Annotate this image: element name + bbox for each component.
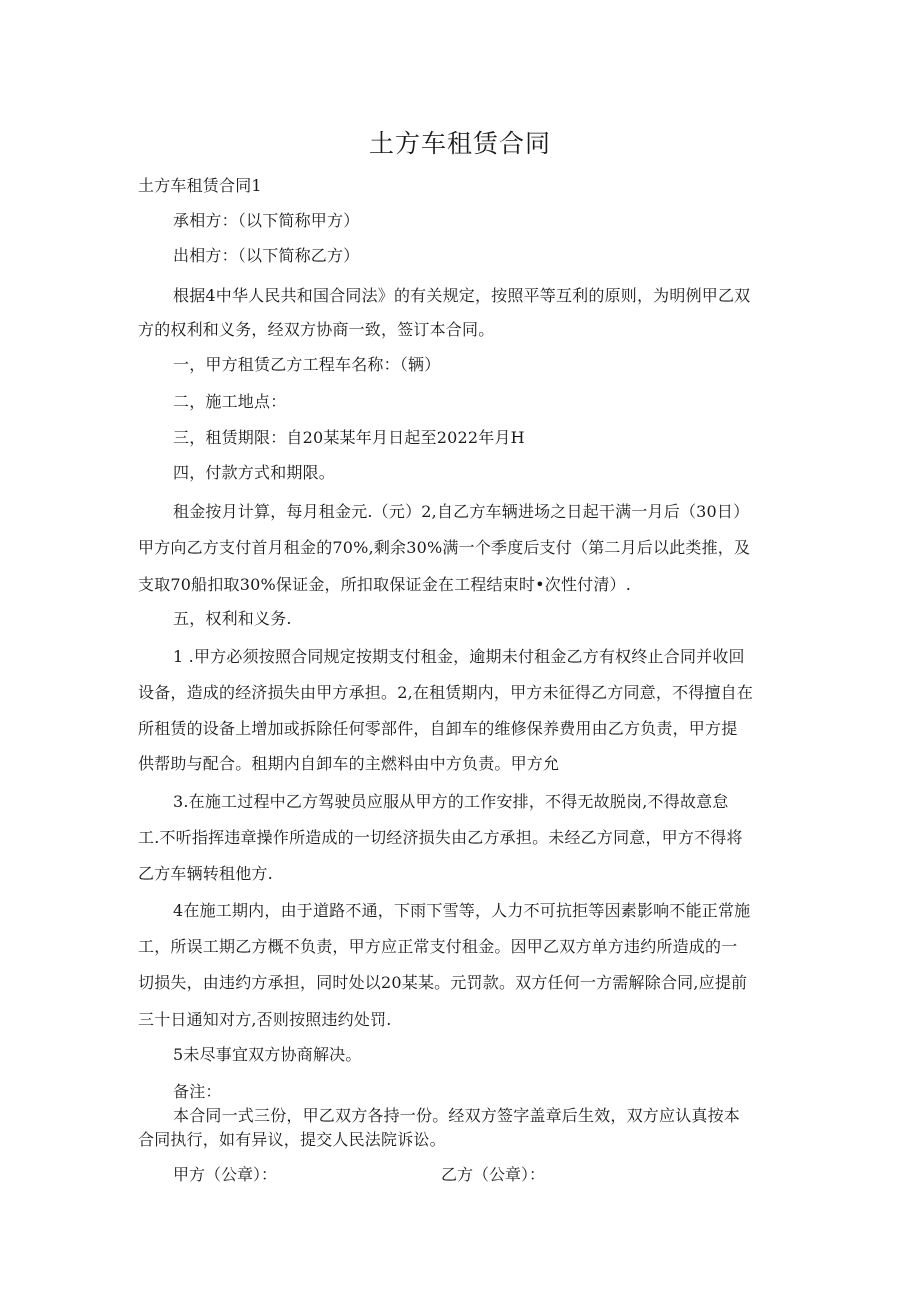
payment-line: 租金按月计算，每月租金元.（元）2,自乙方车辆进场之日起干满一月后（30日）: [173, 502, 750, 521]
rights-line: 乙方车辆转租他方.: [138, 864, 273, 883]
rights-line: 供帮助与配合。租期内自卸车的主燃料由中方负责。甲方允: [138, 754, 560, 773]
remarks-label: 备注：: [173, 1082, 222, 1101]
rights-line: 三十日通知对方,否则按照违约处罚.: [138, 1010, 392, 1029]
rights-line: 5未尽事宜双方协商解决。: [173, 1045, 362, 1064]
rights-line: 设备，造成的经济损失由甲方承担。2,在租赁期内，甲方未征得乙方同意，不得擅自在: [138, 683, 754, 702]
subtitle-line: 土方车租赁合同1: [138, 176, 262, 195]
rights-line: 1 .甲方必须按照合同规定按期支付租金，逾期未付租金乙方有权终止合同并收回: [173, 647, 745, 666]
rights-line: 工，所误工期乙方概不负责，甲方应正常支付租金。因甲乙双方单方违约所造成的一: [138, 937, 738, 956]
clause-line: 四，付款方式和期限。: [173, 463, 336, 482]
body-paragraph-line: 根据4中华人民共和国合同法》的有关规定，按照平等互利的原则，为明例甲乙双: [173, 286, 751, 305]
clause-line: 三，租赁期限：自20某某年月日起至2022年月H: [173, 428, 525, 447]
remarks-line: 合同执行，如有异议，提交人民法院诉讼。: [138, 1130, 446, 1149]
rights-line: 切损失，由违约方承担，同时处以20某某。元罚款。双方任何一方需解除合同,应提前: [138, 973, 748, 992]
remarks-line: 本合同一式三份，甲乙双方各持一份。经双方签字盖章后生效，双方应认真按本: [173, 1106, 741, 1125]
body-paragraph-line: 方的权利和义务，经双方协商一致，签订本合同。: [138, 320, 495, 339]
rights-line: 3.在施工过程中乙方驾驶员应服从甲方的工作安排，不得无故脱岗,不得故意怠: [173, 792, 729, 811]
document-title: 土方车租赁合同: [368, 129, 551, 158]
lessee-line: 承相方：（以下简称甲方）: [173, 211, 360, 230]
party-b-seal: 乙方（公章）：: [441, 1165, 546, 1184]
clause-line: 二，施工地点：: [173, 392, 287, 411]
party-a-seal: 甲方（公章）：: [173, 1165, 278, 1184]
rights-line: 所租赁的设备上增加或拆除任何零部件，自卸车的维修保养费用由乙方负责，甲方提: [138, 719, 738, 738]
lessor-line: 出相方：（以下简称乙方）: [173, 246, 360, 265]
rights-line: 4在施工期内，由于道路不通，下雨下雪等，人力不可抗拒等因素影响不能正常施: [173, 901, 751, 920]
payment-line: 甲方向乙方支付首月租金的70%,剩余30%满一个季度后支付（第二月后以此类推，及: [138, 538, 751, 557]
clause-line: 五，权利和义务.: [173, 609, 292, 628]
clause-line: 一，甲方租赁乙方工程车名称：（辆）: [173, 355, 441, 374]
rights-line: 工.不听指挥违章操作所造成的一切经济损失由乙方承担。未经乙方同意，甲方不得将: [138, 828, 743, 847]
payment-line: 支取70船扣取30%保证金，所扣取保证金在工程结束时•次性付清）.: [138, 575, 632, 594]
